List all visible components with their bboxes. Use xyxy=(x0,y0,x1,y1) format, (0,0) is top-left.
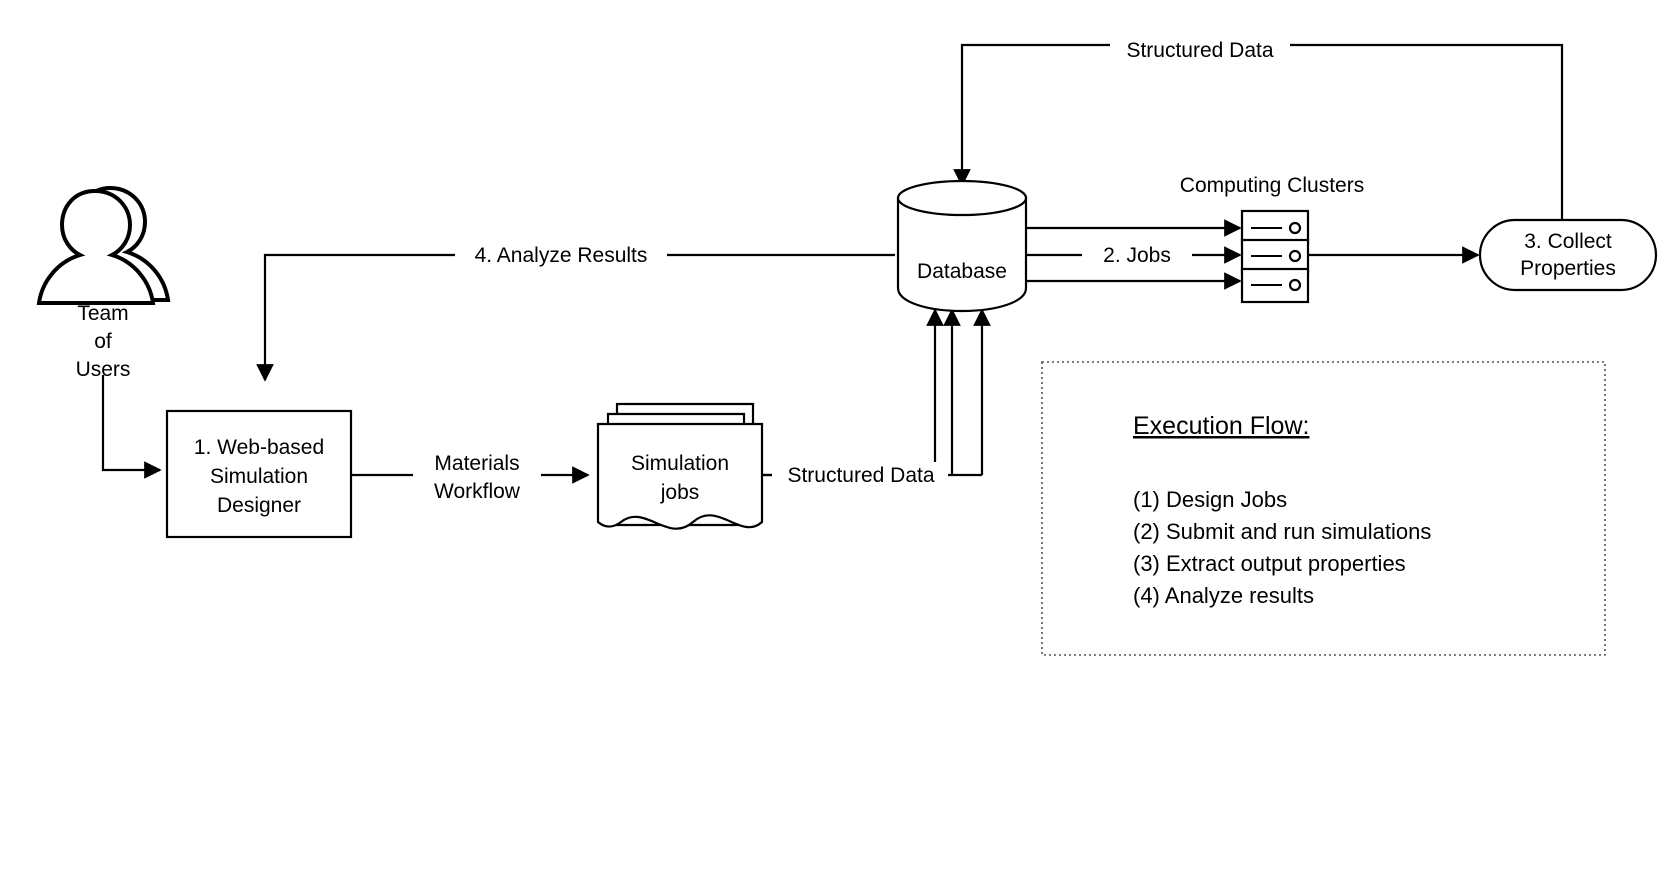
edge-analyze-results xyxy=(265,255,895,380)
clusters-label: Computing Clusters xyxy=(1179,174,1365,197)
database-label: Database xyxy=(917,260,1007,283)
legend-item-1: (1) Design Jobs xyxy=(1133,487,1288,512)
jobs-label-line-2: jobs xyxy=(660,481,700,504)
legend-item-4: (4) Analyze results xyxy=(1133,583,1314,608)
legend-item-3: (3) Extract output properties xyxy=(1133,551,1406,576)
team-label-line-2: of xyxy=(94,330,112,353)
legend-title: Execution Flow: xyxy=(1133,412,1310,440)
collect-label-line-2: Properties xyxy=(1520,257,1616,280)
team-label-line-3: Users xyxy=(75,358,131,381)
node-database[interactable] xyxy=(898,181,1026,311)
edge-label-structured-data-top: Structured Data xyxy=(1126,39,1274,62)
jobs-label-line-1: Simulation xyxy=(630,452,730,475)
server-rack-icon[interactable] xyxy=(1242,211,1308,302)
edge-jobs-to-database xyxy=(760,310,935,475)
designer-label-line-3: Designer xyxy=(216,494,302,517)
edge-label-jobs: 2. Jobs xyxy=(1103,244,1171,267)
edge-label-workflow: Workflow xyxy=(434,480,520,503)
designer-label-line-2: Simulation xyxy=(209,465,309,488)
designer-label-line-1: 1. Web-based xyxy=(193,436,325,459)
edge-users-to-designer xyxy=(103,375,160,470)
users-group-icon xyxy=(39,188,168,303)
legend-item-2: (2) Submit and run simulations xyxy=(1133,519,1432,544)
edge-label-analyze-results: 4. Analyze Results xyxy=(474,244,648,267)
edge-label-structured-data-jobs: Structured Data xyxy=(787,464,935,487)
legend-panel xyxy=(1042,362,1605,655)
edge-label-materials: Materials xyxy=(434,452,520,475)
team-label-line-1: Team xyxy=(77,302,129,325)
collect-label-line-1: 3. Collect xyxy=(1524,230,1612,253)
